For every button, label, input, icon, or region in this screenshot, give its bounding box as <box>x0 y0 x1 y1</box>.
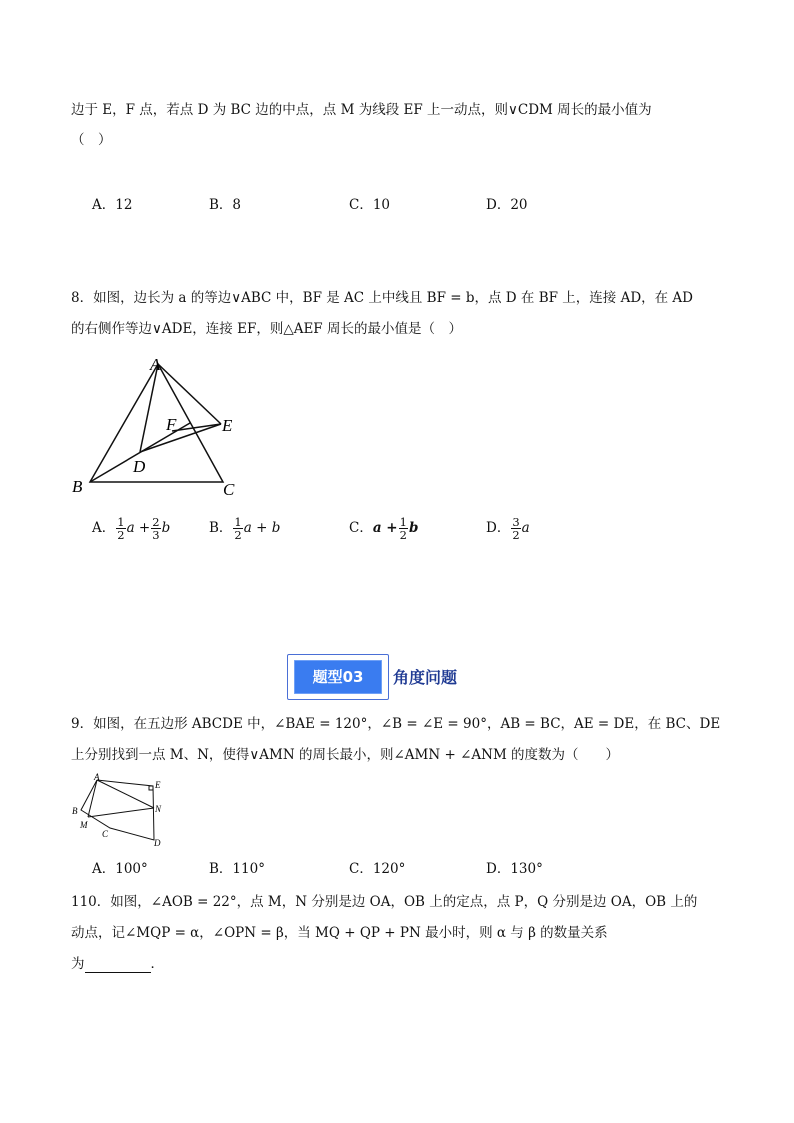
q9-text-line2: 上分别找到一点 M、N，使得∨AMN 的周长最小，则∠AMN + ∠ANM 的度数为（ ） <box>71 747 620 763</box>
q7-option-c[interactable]: C．10 <box>349 197 391 213</box>
q9-option-b[interactable]: B．110° <box>209 861 265 877</box>
q10-text-line3: 为 ． <box>71 956 164 972</box>
q8-option-b[interactable]: B． $\frac{1}{2}$ a + b <box>209 515 281 542</box>
q9-label-d: D <box>154 838 161 848</box>
q9-option-c[interactable]: C．120° <box>349 861 406 877</box>
q8-label-c: C <box>223 480 235 499</box>
q8-option-d[interactable]: D． $\frac{3}{2}$ a <box>486 515 530 542</box>
q8-label-e: E <box>222 416 233 435</box>
q7-text-line1: 边于 E，F 点，若点 D 为 BC 边的中点，点 M 为线段 EF 上一动点，则∨CDM 周长的最小值为 <box>71 102 652 118</box>
q9-option-d[interactable]: D．130° <box>486 861 543 877</box>
q8-label-a: A <box>150 355 161 374</box>
q9-label-n: N <box>155 804 162 814</box>
q9-label-c: C <box>102 829 109 839</box>
q8-label-b: B <box>72 477 83 496</box>
q9-label-b: B <box>72 806 78 816</box>
q9-label-m: M <box>80 820 88 830</box>
q10-answer-blank[interactable] <box>85 958 151 973</box>
q10-text-line2: 动点，记∠MQP = α，∠OPN = β，当 MQ + QP + PN 最小时，则 α 与 β 的数量关系 <box>71 925 608 941</box>
q9-option-a[interactable]: A．100° <box>92 861 148 877</box>
q9-label-a: A <box>94 772 100 782</box>
q7-option-b[interactable]: B．8 <box>209 197 242 213</box>
q7-option-d[interactable]: D．20 <box>486 197 528 213</box>
q8-option-a[interactable]: A． $\frac{1}{2}$ a + $\frac{2}{3}$ b <box>92 515 171 542</box>
q9-text-line1: 9．如图，在五边形 ABCDE 中，∠BAE = 120°，∠B = ∠E = 90°，AB = BC，AE = DE，在 BC、DE <box>71 716 721 732</box>
q8-option-c[interactable]: C．a + $\frac{1}{2}$ b <box>349 515 419 542</box>
q7-option-a[interactable]: A．12 <box>92 197 133 213</box>
section-badge: 题型03 <box>294 660 382 694</box>
q8-label-d: D <box>133 457 146 476</box>
q9-label-e: E <box>155 780 161 790</box>
q10-text-line1: 110．如图，∠AOB = 22°，点 M，N 分别是边 OA，OB 上的定点，点 P，Q 分别是边 OA，OB 上的 <box>71 894 698 910</box>
q9-pentagon-figure <box>68 772 173 850</box>
q7-paren: （ ） <box>71 132 112 148</box>
q8-label-f: F <box>166 415 177 434</box>
q8-text-line1: 8．如图，边长为 a 的等边∨ABC 中，BF 是 AC 上中线且 BF = b，点 D 在 BF 上，连接 AD，在 AD <box>71 290 694 306</box>
q8-triangle-figure <box>60 348 260 503</box>
section-title: 角度问题 <box>393 668 458 687</box>
q8-text-line2: 的右侧作等边∨ADE，连接 EF，则△AEF 周长的最小值是（ ） <box>71 321 462 337</box>
